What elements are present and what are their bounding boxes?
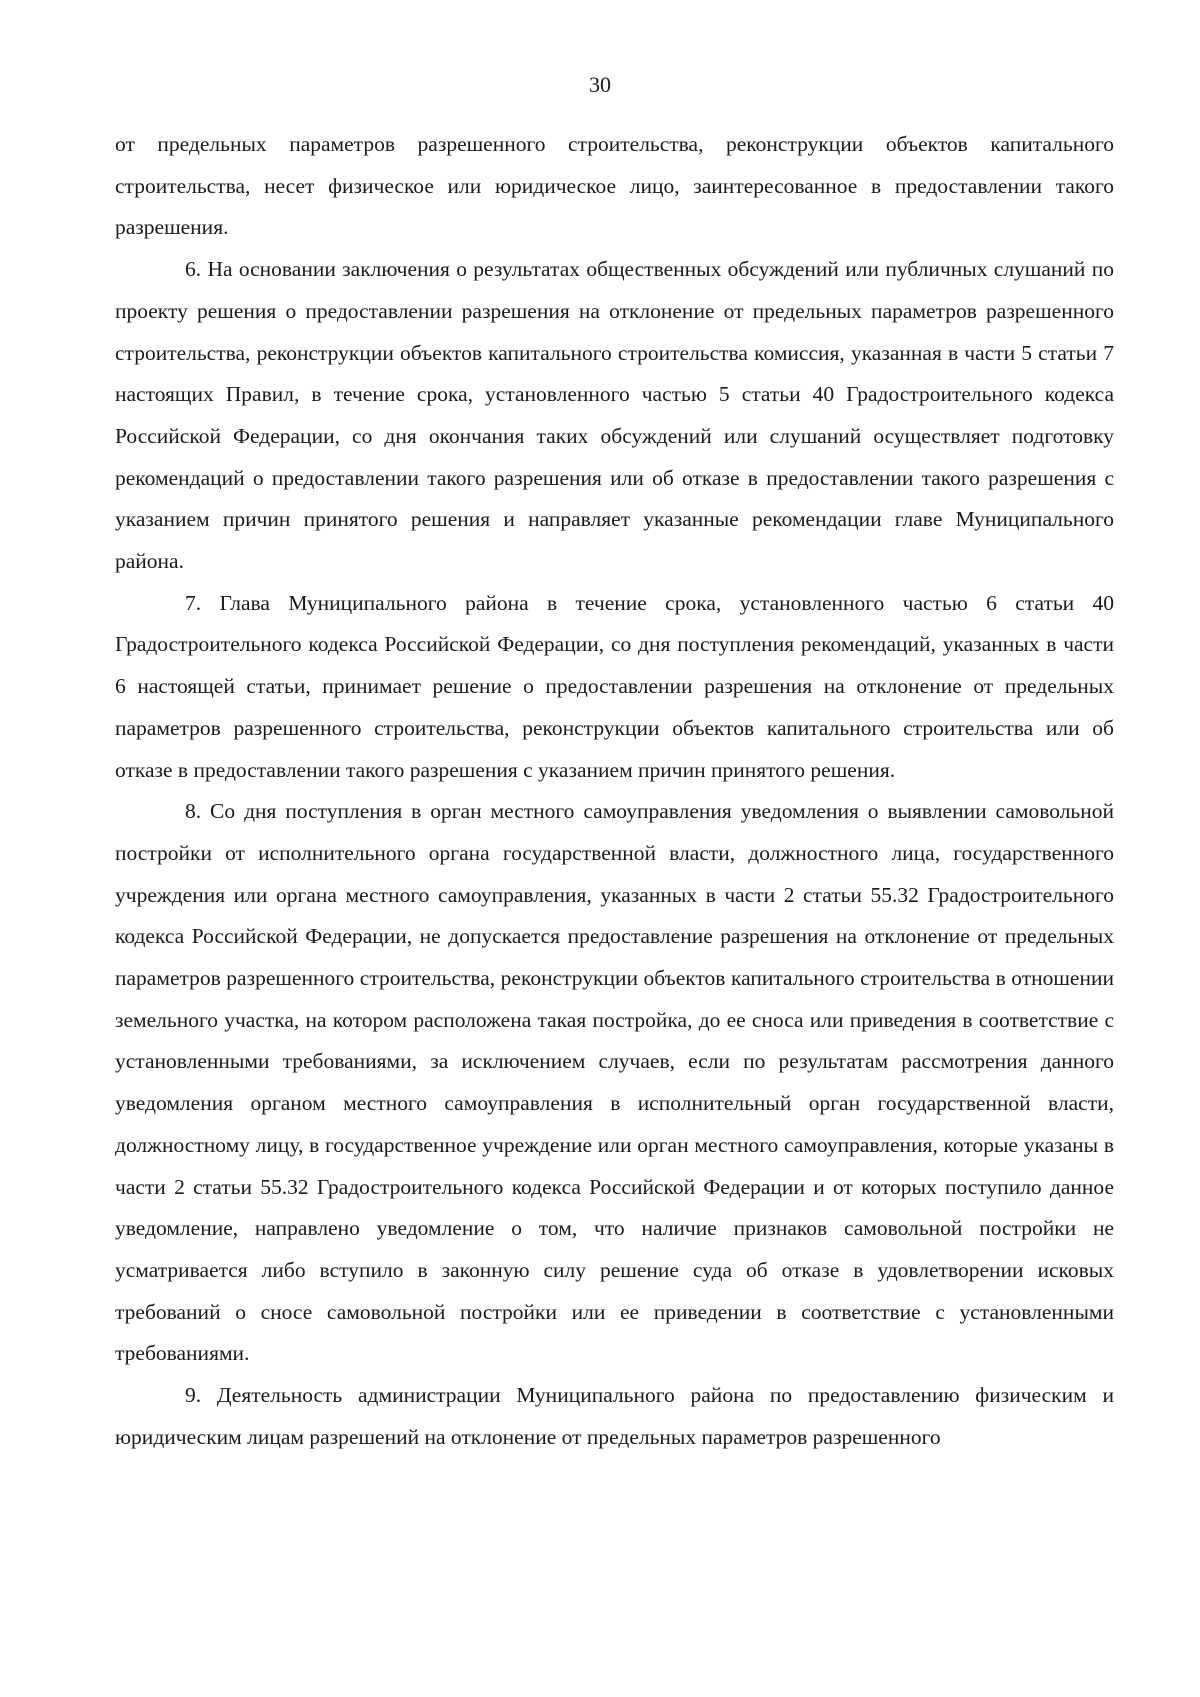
paragraph-item-9: 9. Деятельность администрации Муниципального района по предоставлению физическим и юридическим лицам разрешений на отклонение от предельных параметров разрешенного	[115, 1383, 1114, 1449]
paragraph-item-8: 8. Со дня поступления в орган местного самоуправления уведомления о выявлении самовольной постройки от исполнительного органа государственной власти, должностного лица, государственного учреждения или органа местного самоуправления, указанных в части 2 статьи 55.32 Градостроительного кодекса Российской Федерации, не допускается предоставление разрешения на отклонение от предельных параметров разрешенного строительства, реконструкции объектов капитального строительства в отношении земельного участка, на котором расположена такая постройка, до ее сноса или приведения в соответствие с установленными требованиями, за исключением случаев, если по результатам рассмотрения данного уведомления органом местного самоуправления в исполнительный орган государственной власти, должностному лицу, в государственное учреждение или орган местного самоуправления, которые указаны в части 2 статьи 55.32 Градостроительного кодекса Российской Федерации и от которых поступило данное уведомление, направлено уведомление о том, что наличие признаков самовольной постройки не усматривается либо вступило в законную силу решение суда об отказе в удовлетворении исковых требований о сносе самовольной постройки или ее приведении в соответствие с установленными требованиями.	[115, 799, 1114, 1366]
paragraph-item-7: 7. Глава Муниципального района в течение срока, установленного частью 6 статьи 40 Градостроительного кодекса Российской Федерации, со дня поступления рекомендаций, указанных в части 6 настоящей статьи, принимает решение о предоставлении разрешения на отклонение от предельных параметров разрешенного строительства, реконструкции объектов капитального строительства или об отказе в предоставлении такого разрешения с указанием причин принятого решения.	[115, 590, 1114, 782]
paragraph-item-6: 6. На основании заключения о результатах общественных обсуждений или публичных слушаний по проекту решения о предоставлении разрешения на отклонение от предельных параметров разрешенного строительства, реконструкции объектов капитального строительства комиссия, указанная в части 5 статьи 7 настоящих Правил, в течение срока, установленного частью 5 статьи 40 Градостроительного кодекса Российской Федерации, со дня окончания таких обсуждений или слушаний осуществляет подготовку рекомендаций о предоставлении такого разрешения или об отказе в предоставлении такого разрешения с указанием причин принятого решения и направляет указанные рекомендации главе Муниципального района.	[115, 257, 1114, 574]
paragraph-continuation: от предельных параметров разрешенного строительства, реконструкции объектов капитального строительства, несет физическое или юридическое лицо, заинтересованное в предоставлении такого разрешения.	[115, 132, 1114, 240]
document-body	[115, 124, 1114, 1459]
page-number: 30	[589, 72, 611, 97]
